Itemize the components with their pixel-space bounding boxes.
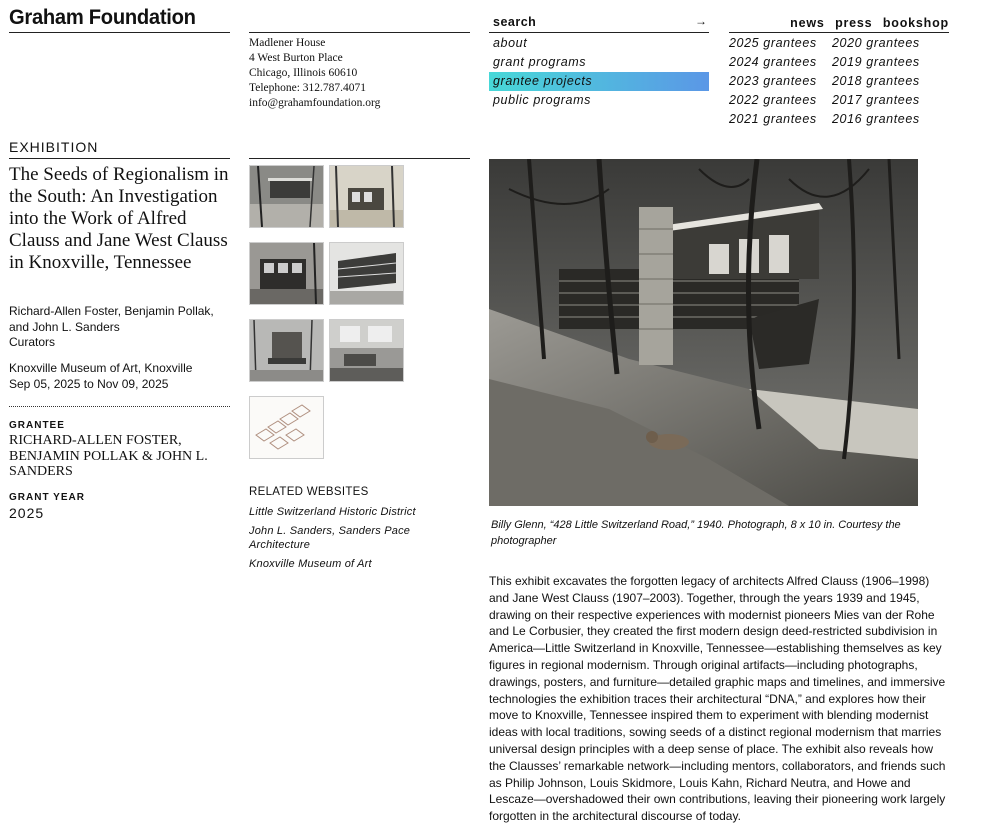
project-description: This exhibit excavates the forgotten legacy of architects Alfred Clauss (1906–1998) and Jane West Clauss (1907–2003). Together, through the years 1939 and 1945, drawing on their respective experiences with modernist pioneers Mies van der Rohe and Le Corbusier, they created the first modern design deed-restricted subdivision in America—Little Switzerland in Knoxville, Tennessee—establishing themselves as key figures in regional modernism. Through original artifacts—including photographs, drawings, posters, and furniture—detailed graphic maps and timelines, and immersive technologies the exhibition traces their architectural “DNA,” and explores how their move to Knoxville, Tennessee inspired them to experiment with blending modernist ideas with local traditions, sowing seeds of a distinct regional modernism that marries universal design principles with a deep sense of place. The exhibit also reveals how the Clausses’ remarkable network—including mentors, collaborators, and friends such as Philip Johnson, Louis Skidmore, Louis Kahn, Richard Neutra, and Howe and Lescaze—overshadowed their own contributions, leaving their pioneering work largely forgotten in the architectural discourse of today. [489,574,946,824]
grantee-label: GRANTEE [9,420,65,431]
drawing-thumb-7[interactable] [249,396,324,459]
grantee-year-link[interactable]: 2024 grantees [729,55,817,69]
curators-names: Richard-Allen Foster, Benjamin Pollak, and John L. Sanders [9,304,214,334]
related-link[interactable]: John L. Sanders, Sanders Pace Architecture [249,525,411,551]
grantee-year-link[interactable]: 2021 grantees [729,112,817,126]
curators-block [9,304,229,351]
venue-block [9,361,229,392]
address-line-phone: Telephone: 312.787.4071 [249,82,367,94]
search-box[interactable] [489,14,709,33]
hero-caption: Billy Glenn, “428 Little Switzerland Road,” 1940. Photograph, 8 x 10 in. Courtesy the photographer [491,519,901,547]
nav-link-press[interactable]: press [835,16,873,30]
related-link[interactable]: Knoxville Museum of Art [249,558,372,570]
related-websites-heading: RELATED WEBSITES [249,486,369,498]
grant-year-value: 2025 [9,505,45,521]
logo-divider [9,32,230,33]
grantee-year-link[interactable]: 2016 grantees [832,112,920,126]
hero-photo[interactable] [489,159,918,506]
nav-item-about[interactable]: about [493,36,528,50]
house-thumb-5[interactable] [249,319,324,382]
nav-link-news[interactable]: news [790,16,825,30]
address-line-street: 4 West Burton Place [249,52,343,64]
grantee-year-link[interactable]: 2017 grantees [832,93,920,107]
nav-link-bookshop[interactable]: bookshop [882,16,949,30]
main-nav [489,34,709,110]
related-websites-list [249,505,454,576]
dotted-divider [9,406,230,407]
thumbnails-divider [249,158,470,159]
grantee-name[interactable]: RICHARD-ALLEN FOSTER, BENJAMIN POLLAK & JOHN L. SANDERS [9,433,208,479]
address-line-city: Chicago, Illinois 60610 [249,67,358,79]
page-title: The Seeds of Regionalism in the South: An Investigation into the Work of Alfred Clauss and Jane West Clauss in Knoxville, Tennessee [9,164,229,273]
search-label[interactable]: search [493,15,537,29]
curators-role: Curators [9,335,56,349]
grantee-year-link[interactable]: 2019 grantees [832,55,920,69]
house-thumb-4[interactable] [329,242,404,305]
house-thumb-1[interactable] [249,165,324,228]
nav-item-grant-programs[interactable]: grant programs [493,55,587,69]
arrow-right-icon[interactable]: → [695,14,707,28]
exhibition-dates: Sep 05, 2025 to Nov 09, 2025 [9,376,169,391]
related-link[interactable]: Little Switzerland Historic District [249,506,416,518]
interior-thumb-6[interactable] [329,319,404,382]
address-line-email[interactable]: info@grahamfoundation.org [249,97,381,109]
house-thumb-2[interactable] [329,165,404,228]
grantee-year-link[interactable]: 2022 grantees [729,93,817,107]
section-divider [9,158,230,159]
grantee-year-link[interactable]: 2025 grantees [729,36,817,50]
site-logo[interactable]: Graham Foundation [9,6,196,29]
section-label: EXHIBITION [9,139,99,155]
nav-item-grantee-projects[interactable]: grantee projects [489,72,709,91]
grantee-year-link[interactable]: 2018 grantees [832,74,920,88]
address-divider [249,32,470,33]
venue-name: Knoxville Museum of Art, Knoxville [9,361,193,375]
grant-year-label: GRANT YEAR [9,492,85,503]
address-block [249,36,380,111]
nav-item-public-programs[interactable]: public programs [493,93,591,107]
house-thumb-3[interactable] [249,242,324,305]
grantee-year-link[interactable]: 2020 grantees [832,36,920,50]
top-links [729,14,949,33]
address-line-name: Madlener House [249,37,326,49]
grantee-year-link[interactable]: 2023 grantees [729,74,817,88]
